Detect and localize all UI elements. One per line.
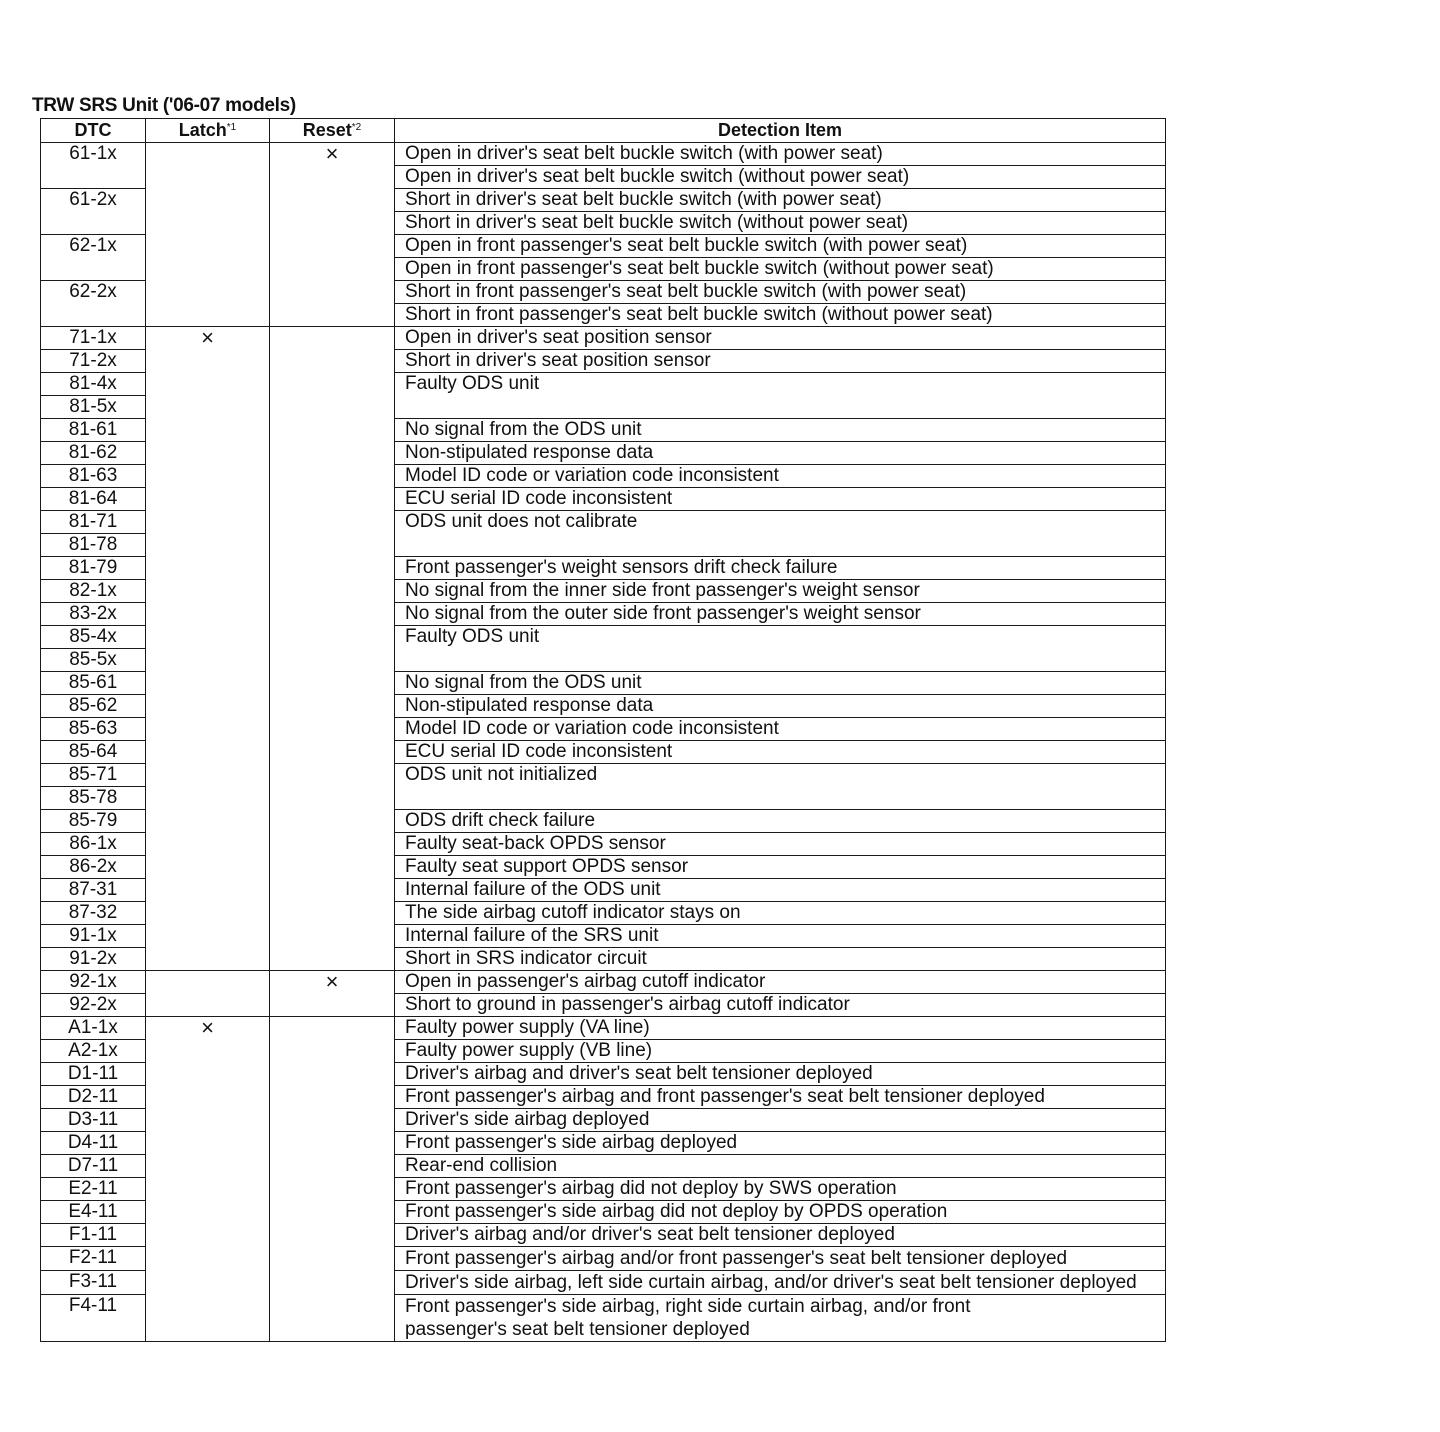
- dtc-code: 81-4x: [41, 373, 146, 396]
- detection-item: Open in front passenger's seat belt buckle switch (without power seat): [395, 258, 1166, 281]
- detection-item: Open in passenger's airbag cutoff indicator: [395, 971, 1166, 994]
- detection-item: Internal failure of the ODS unit: [395, 879, 1166, 902]
- detection-item: Open in driver's seat belt buckle switch (with power seat): [395, 143, 1166, 166]
- reset-cell: [270, 327, 395, 971]
- dtc-code: 81-71: [41, 511, 146, 534]
- detection-item: Short in front passenger's seat belt buckle switch (with power seat): [395, 281, 1166, 304]
- detection-item: Short to ground in passenger's airbag cutoff indicator: [395, 994, 1166, 1017]
- latch-mark: ×: [146, 1017, 270, 1342]
- dtc-code: 81-78: [41, 534, 146, 557]
- dtc-code: 81-79: [41, 557, 146, 580]
- detection-item: ECU serial ID code inconsistent: [395, 488, 1166, 511]
- dtc-code: 71-1x: [41, 327, 146, 350]
- latch-footnote-ref: *1: [226, 122, 237, 133]
- dtc-code: 92-1x: [41, 971, 146, 994]
- dtc-code: 85-5x: [41, 649, 146, 672]
- dtc-code: 85-78: [41, 787, 146, 810]
- dtc-code: 85-4x: [41, 626, 146, 649]
- dtc-code: 71-2x: [41, 350, 146, 373]
- dtc-code: 81-5x: [41, 396, 146, 419]
- detection-item: Front passenger's weight sensors drift check failure: [395, 557, 1166, 580]
- dtc-code: 85-64: [41, 741, 146, 764]
- dtc-code: 86-1x: [41, 833, 146, 856]
- detection-item: Front passenger's airbag did not deploy by SWS operation: [395, 1178, 1166, 1201]
- detection-item: Faulty power supply (VB line): [395, 1040, 1166, 1063]
- reset-cell: [270, 1017, 395, 1342]
- detection-item: Faulty ODS unit: [395, 373, 1166, 419]
- dtc-code: F1-11: [41, 1224, 146, 1247]
- dtc-code: A1-1x: [41, 1017, 146, 1040]
- latch-cell: [146, 143, 270, 327]
- dtc-code: 62-1x: [41, 235, 146, 281]
- detection-item: Short in driver's seat belt buckle switch (without power seat): [395, 212, 1166, 235]
- dtc-code: 92-2x: [41, 994, 146, 1017]
- detection-item: Non-stipulated response data: [395, 442, 1166, 465]
- dtc-code: D3-11: [41, 1109, 146, 1132]
- detection-item: No signal from the ODS unit: [395, 672, 1166, 695]
- detection-item: Faulty power supply (VA line): [395, 1017, 1166, 1040]
- detection-item: Internal failure of the SRS unit: [395, 925, 1166, 948]
- dtc-code: A2-1x: [41, 1040, 146, 1063]
- detection-item: Faulty ODS unit: [395, 626, 1166, 672]
- dtc-code: 91-2x: [41, 948, 146, 971]
- header-detection-item: Detection Item: [395, 119, 1166, 143]
- dtc-code: 91-1x: [41, 925, 146, 948]
- dtc-code: 81-63: [41, 465, 146, 488]
- detection-item: Front passenger's side airbag deployed: [395, 1132, 1166, 1155]
- dtc-code: 81-62: [41, 442, 146, 465]
- detection-item: Open in driver's seat belt buckle switch (without power seat): [395, 166, 1166, 189]
- detection-item: Model ID code or variation code inconsistent: [395, 718, 1166, 741]
- dtc-code: 61-1x: [41, 143, 146, 189]
- reset-footnote-ref: *2: [351, 122, 362, 133]
- detection-item: No signal from the inner side front passenger's weight sensor: [395, 580, 1166, 603]
- detection-item: Front passenger's airbag and front passenger's seat belt tensioner deployed: [395, 1086, 1166, 1109]
- table-row: [41, 971, 1166, 994]
- latch-cell: [146, 971, 270, 1017]
- table-row: [41, 1017, 1166, 1040]
- latch-mark: ×: [146, 327, 270, 971]
- detection-item: Faulty seat support OPDS sensor: [395, 856, 1166, 879]
- dtc-code: 85-71: [41, 764, 146, 787]
- detection-item: The side airbag cutoff indicator stays on: [395, 902, 1166, 925]
- dtc-code: 61-2x: [41, 189, 146, 235]
- header-reset: Reset$^{*2}$: [270, 119, 395, 143]
- detection-item: Front passenger's airbag and/or front passenger's seat belt tensioner deployed: [395, 1247, 1166, 1271]
- detection-item: Short in SRS indicator circuit: [395, 948, 1166, 971]
- table-row: [41, 143, 1166, 166]
- dtc-code: 62-2x: [41, 281, 146, 327]
- detection-item: Rear-end collision: [395, 1155, 1166, 1178]
- dtc-code: F4-11: [41, 1295, 146, 1342]
- detection-item: ODS unit not initialized: [395, 764, 1166, 810]
- detection-item: Open in front passenger's seat belt buckle switch (with power seat): [395, 235, 1166, 258]
- dtc-code: 82-1x: [41, 580, 146, 603]
- detection-item: Faulty seat-back OPDS sensor: [395, 833, 1166, 856]
- dtc-code: 85-61: [41, 672, 146, 695]
- detection-item: Front passenger's side airbag, right side curtain airbag, and/or front passenger's seat belt tensioner deployed: [395, 1295, 1166, 1342]
- dtc-code: F2-11: [41, 1247, 146, 1271]
- detection-item: Model ID code or variation code inconsistent: [395, 465, 1166, 488]
- table-row: [41, 327, 1166, 350]
- detection-item: Driver's airbag and driver's seat belt tensioner deployed: [395, 1063, 1166, 1086]
- detection-item: ECU serial ID code inconsistent: [395, 741, 1166, 764]
- dtc-code: E4-11: [41, 1201, 146, 1224]
- detection-item: ODS drift check failure: [395, 810, 1166, 833]
- dtc-code: 81-64: [41, 488, 146, 511]
- detection-item: Driver's side airbag deployed: [395, 1109, 1166, 1132]
- dtc-code: 85-63: [41, 718, 146, 741]
- dtc-code: D4-11: [41, 1132, 146, 1155]
- dtc-code: D2-11: [41, 1086, 146, 1109]
- dtc-code: 85-62: [41, 695, 146, 718]
- detection-item: No signal from the outer side front passenger's weight sensor: [395, 603, 1166, 626]
- dtc-code: D1-11: [41, 1063, 146, 1086]
- detection-item: Short in driver's seat belt buckle switch (with power seat): [395, 189, 1166, 212]
- detection-item: Front passenger's side airbag did not deploy by OPDS operation: [395, 1201, 1166, 1224]
- detection-item: Short in front passenger's seat belt buckle switch (without power seat): [395, 304, 1166, 327]
- dtc-code: 87-31: [41, 879, 146, 902]
- dtc-code: 86-2x: [41, 856, 146, 879]
- dtc-code: 87-32: [41, 902, 146, 925]
- header-dtc: DTC: [41, 119, 146, 143]
- detection-item: No signal from the ODS unit: [395, 419, 1166, 442]
- page-title: TRW SRS Unit ('06-07 models): [32, 95, 296, 116]
- detection-item: Non-stipulated response data: [395, 695, 1166, 718]
- reset-mark: ×: [270, 143, 395, 327]
- detection-item: Driver's airbag and/or driver's seat belt tensioner deployed: [395, 1224, 1166, 1247]
- dtc-code: 85-79: [41, 810, 146, 833]
- detection-item: Open in driver's seat position sensor: [395, 327, 1166, 350]
- detection-item: Driver's side airbag, left side curtain airbag, and/or driver's seat belt tensioner deployed: [395, 1271, 1166, 1295]
- detection-item: Short in driver's seat position sensor: [395, 350, 1166, 373]
- reset-mark: ×: [270, 971, 395, 1017]
- table-header-row: [41, 119, 1166, 143]
- detection-item: ODS unit does not calibrate: [395, 511, 1166, 557]
- dtc-table: [40, 118, 1166, 1342]
- dtc-code: F3-11: [41, 1271, 146, 1295]
- dtc-code: E2-11: [41, 1178, 146, 1201]
- dtc-code: D7-11: [41, 1155, 146, 1178]
- header-latch: Latch$^{*1}$: [146, 119, 270, 143]
- dtc-code: 81-61: [41, 419, 146, 442]
- dtc-code: 83-2x: [41, 603, 146, 626]
